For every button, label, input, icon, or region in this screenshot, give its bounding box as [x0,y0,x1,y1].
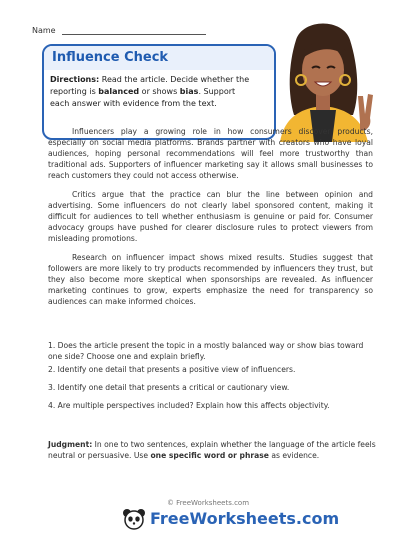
question-3: 3. Identify one detail that presents a critical or cautionary view. [48,383,290,392]
directions-text: . Support each answer with evidence from the text. [50,87,236,108]
article-paragraph-3 [48,252,373,307]
question-1: 1. Does the article present the topic in a mostly balanced way or show bias toward one side? Choose one and explain briefly. [48,341,364,361]
judgment-bold: one specific word or phrase [150,451,269,460]
name-input-line[interactable] [62,26,206,35]
directions-text: Read the article. Decide whether the reporting is [50,75,250,96]
directions [50,74,255,110]
footer-logo-text: FreeWorksheets.com [150,509,340,528]
name-field [32,26,206,35]
article-text: Research on influencer impact shows mixed results. Studies suggest that followers are more likely to try products recommended by influencers they trust, but they also become more skeptical when sponsorships are revealed. As influencer marketing continues to grow, experts emphasize the need for transparency so audiences can make informed choices. [48,253,373,306]
directions-label: Directions: [50,75,100,84]
directions-bold-balanced: balanced [98,87,140,96]
panda-icon [122,508,146,530]
judgment-label: Judgment: [48,440,93,449]
judgment-text: as evidence. [268,451,320,460]
page-title: Influence Check [52,50,169,65]
article-text: Critics argue that the practice can blur the line between opinion and advertising. Some influencers do not clearly label sponsored content, making it difficult for audiences to tell whether enthusiasm is genuine or paid for. Consumer advocacy groups have pushed for clearer disclosure rules to protect viewers from misleading promotions. [48,190,373,243]
article-text: Influencers play a growing role in how consumers discover products, especially on social media platforms. Brands partner with creators who have loyal audiences, hoping personal recommendations will feel more trustworthy than traditional ads. Supporters of influencer marketing say it allows small businesses to reach customers they could not access otherwise. [48,127,373,180]
footer-logo [122,508,340,530]
judgment-text: In one to two sentences, explain whether the language of the article feels neutral or persuasive. Use [48,440,376,460]
article-paragraph-2 [48,189,373,244]
woman-illustration [258,10,388,142]
question-4: 4. Are multiple perspectives included? Explain how this affects objectivity. [48,401,330,410]
name-label: Name [32,26,56,35]
article-paragraph-1 [48,126,373,181]
directions-text: or shows [139,87,180,96]
footer-url: © FreeWorksheets.com [166,499,250,507]
judgment-prompt [48,439,378,461]
question-2: 2. Identify one detail that presents a positive view of influencers. [48,365,296,374]
directions-bold-bias: bias [179,87,199,96]
title-bar [44,46,274,70]
